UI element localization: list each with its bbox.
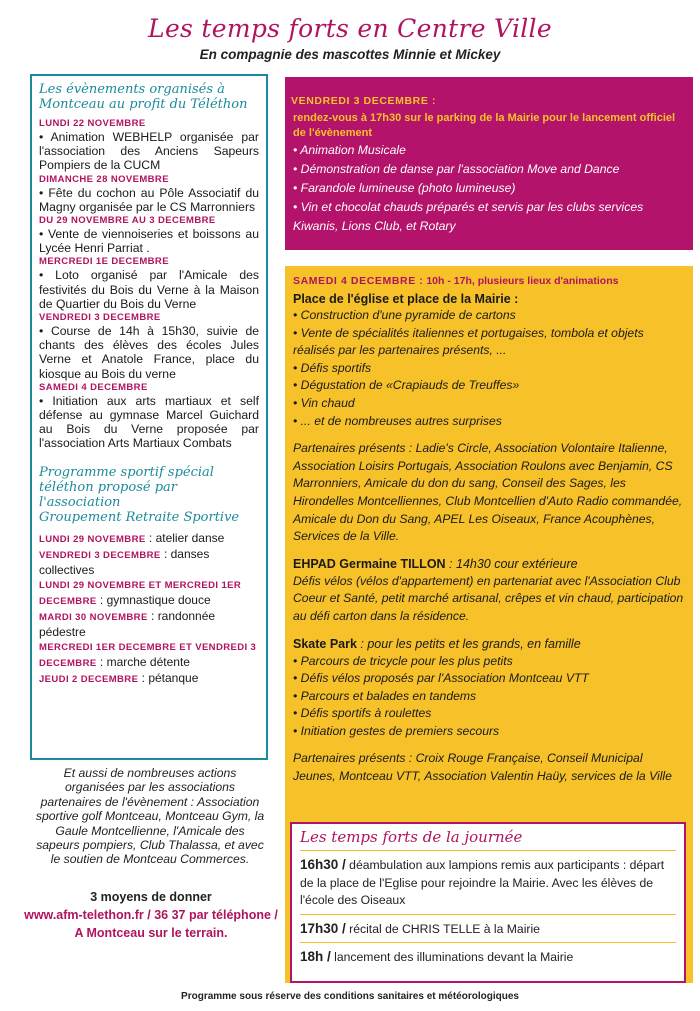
place-item: • Construction d'une pyramide de cartons: [293, 308, 516, 322]
friday-box: [285, 77, 693, 250]
sport-activity: : pétanque: [138, 670, 199, 685]
ehpad-text: Défis vélos (vélos d'appartement) en partenariat avec l'Association Club Coeur et Santé, petit marché artisanal, crêpes et vin chaud, participation au défi carton dans la résidence.: [293, 573, 684, 623]
sport-date: VENDREDI 3 DECEMBRE: [39, 549, 161, 561]
sport-activity: : gymnastique douce: [96, 592, 211, 607]
sport-item: [39, 671, 259, 687]
saturday-date-line: [293, 275, 687, 287]
sport-item: [39, 609, 259, 639]
highlights-box: [290, 822, 686, 983]
event-date: VENDREDI 3 DECEMBRE: [39, 312, 161, 324]
skate-item: • Défis sportifs à roulettes: [293, 706, 432, 721]
friday-item: • Farandole lumineuse (photo lumineuse): [293, 181, 516, 195]
place-item: • Vin chaud: [293, 395, 355, 410]
highlight-text: lancement des illuminations devant la Mairie: [330, 950, 574, 964]
sport-date: LUNDI 29 NOVEMBRE ET MERCREDI 1ER DECEMBRE: [39, 579, 242, 607]
highlight-line: [300, 850, 676, 914]
sport-item: [39, 547, 259, 577]
event-date: LUNDI 22 NOVEMBRE: [39, 118, 146, 129]
event-text: • Course de 14h à 15h30, suivie de chants des élèves des écoles Jules Verne et Anatole France, place du kiosque au Bois du verne: [39, 324, 259, 381]
friday-item: • Démonstration de danse par l'association Move and Dance: [293, 162, 620, 176]
highlight-text: déambulation aux lampions remis aux participants : départ de la place de l'Eglise pour rejoindre la Mairie. Avec les élèves de l'école des Oiseaux: [300, 858, 665, 907]
sport-activity: : atelier danse: [145, 530, 225, 545]
event-item: [39, 174, 259, 214]
friday-item: • Vin et chocolat chauds préparés et servis par les clubs services Kiwanis, Lions Club, et Rotary: [293, 200, 644, 233]
partners-text: Partenaires présents : Croix Rouge Française, Conseil Municipal Jeunes, Montceau VTT, Association Valentin Haüy, services de la Ville: [293, 751, 672, 784]
sport-activity: : randonnée pédestre: [39, 608, 216, 639]
saturday-date: SAMEDI 4 DECEMBRE :: [293, 275, 424, 287]
partners-text: Partenaires présents : Ladie's Circle, Association Volontaire Italienne, Association Loisirs Portugais, Association Roulons avec Benjamin, CS Marronniers, Amicale du don du sang, Conseil des Sages, les Hirondelles Montcelliennes, Club Montcellien d'Auto Radio commandée, Amicale du Don du Sang, APEL Les Oiseaux, France Acouphènes, Services de la Ville.: [293, 441, 683, 544]
event-text: • Loto organisé par l'Amicale des festivités du Bois du Verne à la Maison de Quartier du Bois du Verne: [39, 268, 259, 311]
event-text: • Animation WEBHELP organisée par l'association des Anciens Sapeurs Pompiers de la CUCM: [39, 130, 259, 173]
skate-title: Skate Park: [293, 636, 357, 651]
donation-title: 3 moyens de donner: [90, 890, 212, 904]
donation-field: A Montceau sur le terrain.: [74, 926, 228, 940]
sport-date: MARDI 30 NOVEMBRE: [39, 611, 148, 623]
friday-item: • Animation Musicale: [293, 143, 406, 157]
donation-link[interactable]: www.afm-telethon.fr / 36 37 par téléphone /: [24, 908, 278, 922]
event-date: MERCREDI 1E DECEMBRE: [39, 256, 169, 268]
place-item: • Dégustation de «Crapiauds de Treuffes»: [293, 378, 520, 393]
highlights-title: Les temps forts de la journée: [300, 828, 523, 846]
ehpad-heading: [293, 556, 687, 573]
highlight-time: 18h /: [300, 949, 331, 964]
event-text: • Vente de viennoiseries et boissons au Lycée Henri Parriat .: [39, 227, 259, 256]
skate-item: • Parcours et balades en tandems: [293, 688, 477, 703]
ehpad-time: : 14h30 cour extérieure: [445, 556, 578, 571]
event-date: SAMEDI 4 DECEMBRE: [39, 381, 148, 393]
highlight-text: récital de CHRIS TELLE à la Mairie: [345, 921, 540, 936]
event-item: [39, 256, 259, 311]
page-subtitle: En compagnie des mascottes Minnie et Mickey: [199, 47, 501, 62]
skate-subtitle: : pour les petits et les grands, en famille: [356, 636, 581, 651]
other-actions-text: Et aussi de nombreuses actions organisées par les associations partenaires de l'évènement : Association sportive golf Montceau, Montceau Gym, la Gaule Montcellienne, l'Amicale des sapeurs pompiers, Club Thalassa, et avec le soutien de Montceau Commerces.: [35, 766, 265, 867]
sport-date: MERCREDI 1ER DECEMBRE ET VENDREDI 3 DECEMBRE: [39, 641, 257, 669]
event-item: [39, 312, 259, 381]
skate-item: • Défis vélos proposés par l'Association Montceau VTT: [293, 671, 589, 686]
sport-heading-line-2: téléthon proposé par l'association: [39, 479, 177, 510]
events-heading-line-2: Montceau au profit du Téléthon: [39, 97, 248, 112]
sport-heading-line-1: Programme sportif spécial: [39, 464, 214, 480]
saturday-hours: 10h - 17h, plusieurs lieux d'animations: [423, 275, 619, 287]
sport-activity: : danses collectives: [39, 546, 210, 577]
place-item: • Défis sportifs: [293, 360, 372, 375]
highlight-line: [300, 942, 676, 971]
event-date: DU 29 NOVEMBRE AU 3 DECEMBRE: [39, 215, 216, 227]
footer-note: Programme sous réserve des conditions sanitaires et météorologiques: [181, 991, 519, 1002]
events-box: [30, 74, 268, 760]
sport-date: JEUDI 2 DECEMBRE: [39, 673, 139, 685]
event-text: • Fête du cochon au Pôle Associatif du Magny organisée par le CS Marronniers: [39, 185, 259, 214]
sport-heading: [39, 465, 259, 525]
sport-activity: : marche détente: [96, 654, 190, 669]
highlight-time: 17h30 /: [300, 920, 346, 936]
event-text: • Initiation aux arts martiaux et self défense au gymnase Marcel Guichard au Bois du Verne proposée par l'association Arts Martiaux Combats: [39, 393, 259, 451]
event-item: [39, 382, 259, 451]
place-item: • Vente de spécialités italiennes et portugaises, tombola et objets réalisés par les partenaires présents, ...: [293, 325, 644, 358]
skate-item: • Parcours de tricycle pour les plus petits: [293, 653, 513, 668]
sport-date: LUNDI 29 NOVEMBRE: [39, 533, 146, 545]
events-heading: [39, 82, 259, 112]
event-item: [39, 215, 259, 255]
donation-block: [20, 888, 282, 942]
skate-heading: [293, 636, 687, 653]
skate-item: • Initiation gestes de premiers secours: [293, 723, 500, 738]
sport-heading-line-3: Groupement Retraite Sportive: [39, 509, 240, 525]
event-date: DIMANCHE 28 NOVEMBRE: [39, 173, 169, 185]
highlight-time: 16h30 /: [300, 857, 346, 872]
events-heading-line-1: Les évènements organisés à: [39, 82, 225, 97]
event-item: [39, 118, 259, 173]
place-heading: Place de l'église et place de la Mairie :: [293, 292, 519, 306]
friday-subtitle: rendez-vous à 17h30 sur le parking de la Mairie pour le lancement officiel de l'évènement: [293, 112, 676, 139]
sport-item: [39, 531, 259, 547]
sport-item: [39, 577, 259, 609]
page-title: Les temps forts en Centre Ville: [148, 14, 552, 43]
friday-date: VENDREDI 3 DECEMBRE :: [291, 95, 437, 107]
highlight-line: [300, 914, 676, 943]
place-item: • ... et de nombreuses autres surprises: [293, 413, 502, 428]
sport-item: [39, 639, 259, 671]
ehpad-title: EHPAD Germaine TILLON: [293, 556, 446, 571]
